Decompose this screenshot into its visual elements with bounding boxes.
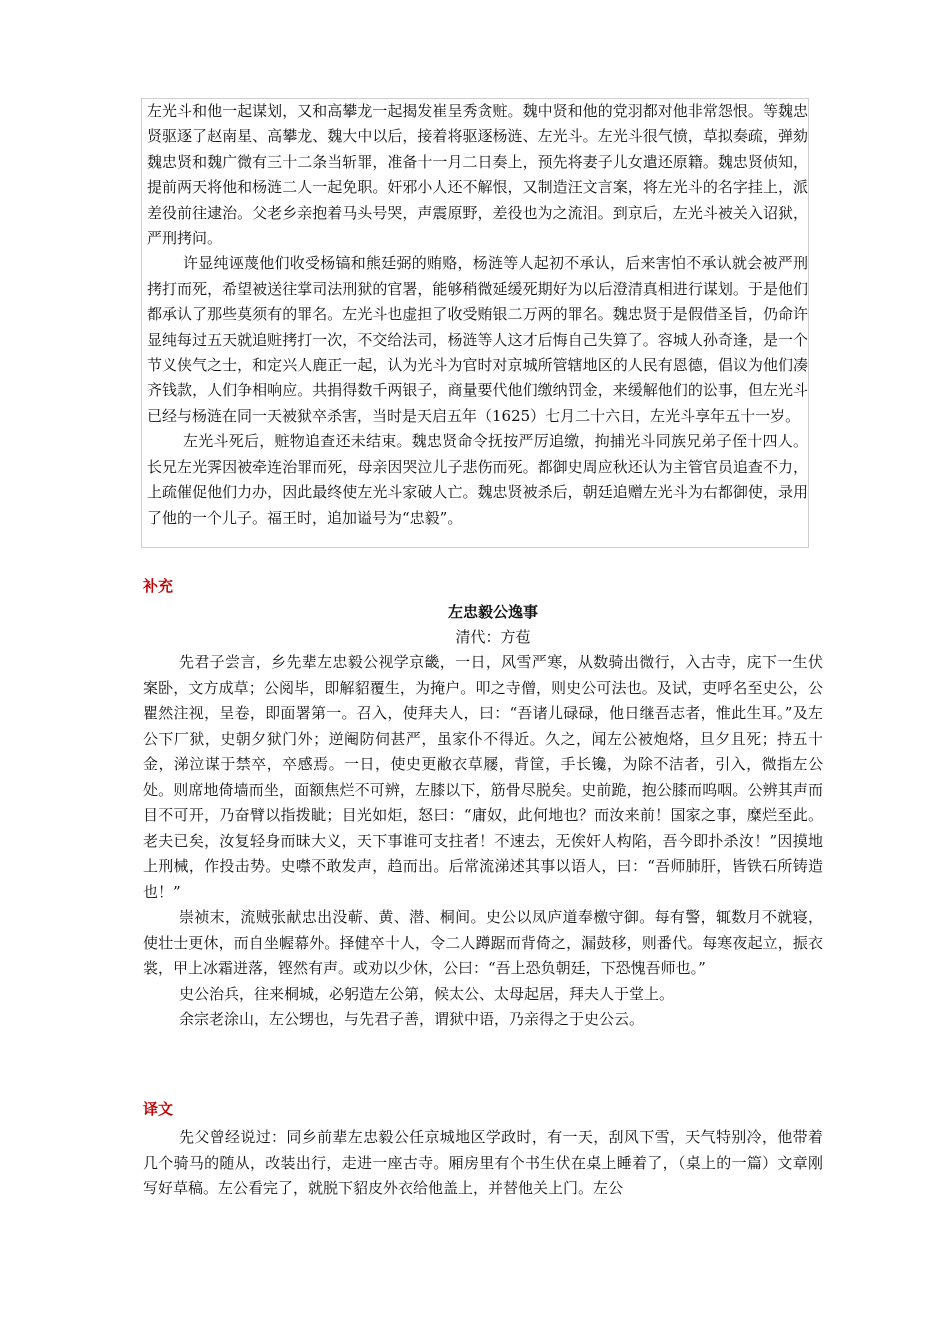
article-title: 左忠毅公逸事 (447, 603, 538, 621)
translation-paragraph-1: 先父曾经说过：同乡前辈左忠毅公任京城地区学政时，有一天，刮风下雪，天气特别冷，他带着几个骑马的随从，改装出行，走进一座古寺。厢房里有个书生伏在桌上睡着了，（桌上的一篇）文章刚写好草稿。左公看完了，就脱下貂皮外衣给他盖上，并替他关上门。左公 (143, 1128, 823, 1197)
article-paragraph-1: 先君子尝言，乡先辈左忠毅公视学京畿，一日，风雪严寒，从数骑出微行，入古寺，庑下一生伏案卧，文方成草；公阅毕，即解貂覆生，为掩户。叩之寺僧，则史公可法也。及试，吏呼名至史公，公瞿然注视，呈卷，即面署第一。召入，使拜夫人，曰：“吾诸儿碌碌，他日继吾志者，惟此生耳。”及左公下厂狱，史朝夕狱门外；逆阉防伺甚严，虽家仆不得近。久之，闻左公被炮烙，旦夕且死；持五十金，涕泣谋于禁卒，卒感焉。一日，使史更敝衣草屦，背筐，手长镵，为除不洁者，引入，微指左公处。则席地倚墙而坐，面额焦烂不可辨，左膝以下，筋骨尽脱矣。史前跪，抱公膝而呜咽。公辨其声而目不可开，乃奋臂以指拨眦；目光如炬，怒曰：“庸奴，此何地也？而汝来前！国家之事，糜烂至此。老夫已矣，汝复轻身而昧大义，天下事谁可支拄者！不速去，无俟奸人构陷，吾今即扑杀汝！”因摸地上刑械，作投击势。史噤不敢发声，趋而出。后常流涕述其事以语人，曰：“吾师肺肝，皆铁石所铸造也！” (143, 653, 823, 901)
translation-heading: 译文 (143, 1100, 174, 1118)
boxed-paragraph-2: 许显纯诬蔑他们收受杨镐和熊廷弼的贿赂，杨涟等人起初不承认，后来害怕不承认就会被严刑拷打而死，希望被送往掌司法刑狱的官署，能够稍微延缓死期好为以后澄清真相进行谋划。于是他们都承认了那些莫须有的罪名。左光斗也虚担了收受贿银二万两的罪名。魏忠贤于是假借圣旨，仍命许显纯每过五天就追赃拷打一次，不交给法司，杨涟等人这才后悔自己失算了。容城人孙奇逢，是一个节义侠气之士，和定兴人鹿正一起，认为光斗为官时对京城所管辖地区的人民有恩德，倡议为他们凑齐钱款，人们争相响应。共捐得数千两银子，商量要代他们缴纳罚金，来缓解他们的讼事，但左光斗已经与杨涟在同一天被狱卒杀害，当时是天启五年（1625）七月二十六日，左光斗享年五十一岁。 (147, 254, 808, 425)
boxed-paragraph-3: 左光斗死后，赃物追查还未结束。魏忠贤命令抚按严厉追缴，拘捕光斗同族兄弟子侄十四人。长兄左光霁因被牵连治罪而死，母亲因哭泣儿子悲伤而死。都御史周应秋还认为主管官员追查不力，上疏催促他们力办，因此最终使左光斗家破人亡。魏忠贤被杀后，朝廷追赠左光斗为右都御使，录用了他的一个儿子。福王时，追加谥号为“忠毅”。 (147, 432, 808, 527)
translation-section (143, 1125, 823, 1202)
supplement-heading: 补充 (143, 577, 174, 595)
article-paragraph-3: 史公治兵，往来桐城，必躬造左公第，候太公、太母起居，拜夫人于堂上。 (179, 984, 675, 1003)
article-paragraph-4: 余宗老涂山，左公甥也，与先君子善，谓狱中语，乃亲得之于史公云。 (179, 1010, 645, 1028)
article-author: 清代：方苞 (455, 628, 531, 646)
article-paragraph-2: 崇祯末，流贼张献忠出没蕲、黄、潜、桐间。史公以凤庐道奉檄守御。每有警，辄数月不就寝，使壮士更休，而自坐幄幕外。择健卒十人，令二人蹲踞而背倚之，漏鼓移，则番代。每寒夜起立，振衣裳，甲上冰霜迸落，铿然有声。或劝以少休，公曰：“吾上恐负朝廷，下恐愧吾师也。” (143, 908, 823, 977)
translation-excerpt-box (141, 98, 809, 548)
supplement-section (143, 600, 823, 1033)
boxed-paragraph-1: 左光斗和他一起谋划，又和高攀龙一起揭发崔呈秀贪赃。魏中贤和他的党羽都对他非常怨恨。等魏忠贤驱逐了赵南星、高攀龙、魏大中以后，接着将驱逐杨涟、左光斗。左光斗很气愤，草拟奏疏，弹劾魏忠贤和魏广微有三十二条当斩罪，准备十一月二日奏上，预先将妻子儿女遣还原籍。魏忠贤侦知，提前两天将他和杨涟二人一起免职。奸邪小人还不解恨，又制造汪文言案，将左光斗的名字挂上，派差役前往逮治。父老乡亲抱着马头号哭，声震原野，差役也为之流泪。到京后，左光斗被关入诏狱，严刑拷问。 (147, 102, 808, 248)
